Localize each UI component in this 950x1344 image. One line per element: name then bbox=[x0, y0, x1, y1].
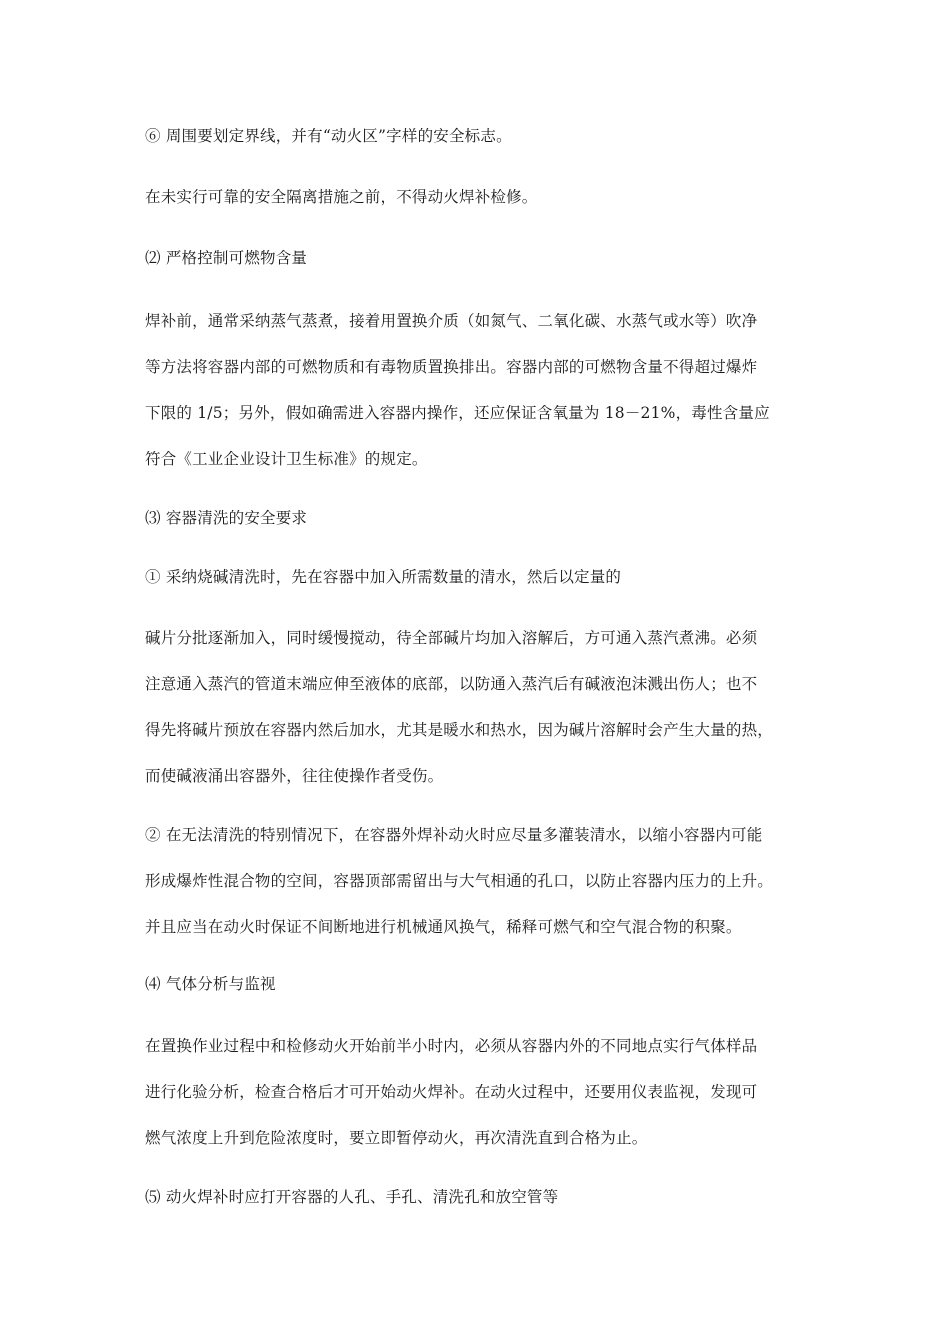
text-line: 焊补前，通常采纳蒸气蒸煮，接着用置换介质（如氮气、二氧化碳、水蒸气或水等）吹净 bbox=[145, 312, 758, 330]
text-line: 下限的 1/5；另外，假如确需进入容器内操作，还应保证含氧量为 18－21%，毒性含量应 bbox=[145, 404, 770, 422]
text-line: 得先将碱片预放在容器内然后加水，尤其是暖水和热水，因为碱片溶解时会产生大量的热， bbox=[145, 721, 774, 739]
section-heading: ⑶ 容器清洗的安全要求 bbox=[145, 509, 308, 527]
text-line: 等方法将容器内部的可燃物质和有毒物质置换排出。容器内部的可燃物含量不得超过爆炸 bbox=[145, 358, 758, 376]
text-line: ① 采纳烧碱清洗时，先在容器中加入所需数量的清水，然后以定量的 bbox=[145, 568, 622, 586]
section-heading: ⑷ 气体分析与监视 bbox=[145, 975, 276, 993]
section-heading: ⑵ 严格控制可燃物含量 bbox=[145, 249, 308, 267]
text-line: 形成爆炸性混合物的空间，容器顶部需留出与大气相通的孔口，以防止容器内压力的上升。 bbox=[145, 872, 774, 890]
section-heading: ⑸ 动火焊补时应打开容器的人孔、手孔、清洗孔和放空管等 bbox=[145, 1188, 559, 1206]
text-line: 碱片分批逐渐加入，同时缓慢搅动，待全部碱片均加入溶解后，方可通入蒸汽煮沸。必须 bbox=[145, 629, 758, 647]
text-line: ⑥ 周围要划定界线，并有“动火区”字样的安全标志。 bbox=[145, 127, 512, 145]
text-line: 燃气浓度上升到危险浓度时，要立即暂停动火，再次清洗直到合格为止。 bbox=[145, 1129, 648, 1147]
text-line: 进行化验分析，检查合格后才可开始动火焊补。在动火过程中，还要用仪表监视，发现可 bbox=[145, 1083, 758, 1101]
text-line: 并且应当在动火时保证不间断地进行机械通风换气，稀释可燃气和空气混合物的积聚。 bbox=[145, 918, 742, 936]
text-line: 符合《工业企业设计卫生标准》的规定。 bbox=[145, 450, 428, 468]
text-line: 在未实行可靠的安全隔离措施之前，不得动火焊补检修。 bbox=[145, 188, 538, 206]
text-line: ② 在无法清洗的特别情况下，在容器外焊补动火时应尽量多灌装清水，以缩小容器内可能 bbox=[145, 826, 763, 844]
text-line: 而使碱液涌出容器外，往往使操作者受伤。 bbox=[145, 767, 444, 785]
text-line: 注意通入蒸汽的管道末端应伸至液体的底部，以防通入蒸汽后有碱液泡沫溅出伤人；也不 bbox=[145, 675, 758, 693]
text-line: 在置换作业过程中和检修动火开始前半小时内，必须从容器内外的不同地点实行气体样品 bbox=[145, 1037, 758, 1055]
